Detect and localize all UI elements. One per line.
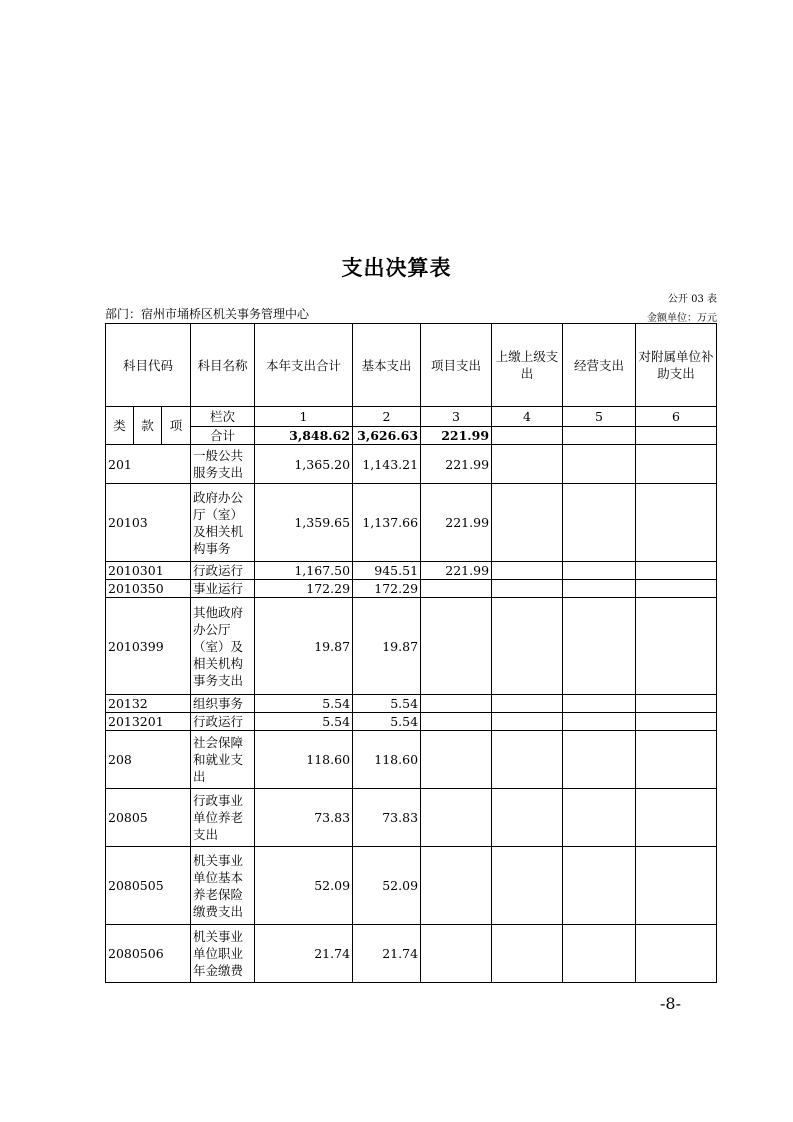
row-basic: 172.29 (353, 580, 421, 598)
table-row (106, 925, 717, 983)
summary-basic: 3,626.63 (353, 427, 421, 445)
column-number-row (106, 407, 717, 427)
row-basic: 945.51 (353, 562, 421, 580)
row-basic: 21.74 (353, 925, 421, 983)
row-total: 172.29 (255, 580, 353, 598)
row-code: 2013201 (106, 713, 191, 731)
row-code: 20805 (106, 789, 191, 847)
col-number-5: 5 (563, 407, 636, 427)
row-total: 1,365.20 (255, 445, 353, 484)
summary-row (106, 427, 717, 445)
summary-project: 221.99 (421, 427, 492, 445)
row-code: 2080505 (106, 847, 191, 925)
row-name: 行政事业单位养老支出 (191, 789, 255, 847)
header-subsidy: 对附属单位补助支出 (636, 324, 717, 407)
row-project: 221.99 (421, 484, 492, 562)
row-name: 政府办公厅（室）及相关机构事务 (191, 484, 255, 562)
page-number: -8- (660, 994, 681, 1013)
row-total: 118.60 (255, 731, 353, 789)
row-basic: 118.60 (353, 731, 421, 789)
row-code: 201 (106, 445, 191, 484)
summary-total: 3,848.62 (255, 427, 353, 445)
row-code: 2010399 (106, 598, 191, 695)
row-name: 事业运行 (191, 580, 255, 598)
row-code: 20132 (106, 695, 191, 713)
row-total: 52.09 (255, 847, 353, 925)
row-basic: 1,143.21 (353, 445, 421, 484)
header-basic: 基本支出 (353, 324, 421, 407)
row-code: 2010301 (106, 562, 191, 580)
table-row (106, 731, 717, 789)
row-project (421, 731, 492, 789)
col-number-2: 2 (353, 407, 421, 427)
table-row (106, 580, 717, 598)
table-row (106, 484, 717, 562)
row-total: 1,167.50 (255, 562, 353, 580)
row-project (421, 580, 492, 598)
table-row (106, 713, 717, 731)
header-lanci: 栏次 (191, 407, 255, 427)
header-xiang: 项 (162, 407, 191, 445)
row-basic: 19.87 (353, 598, 421, 695)
row-basic: 5.54 (353, 695, 421, 713)
row-project: 221.99 (421, 562, 492, 580)
col-number-6: 6 (636, 407, 717, 427)
department-label: 部门：宿州市埇桥区机关事务管理中心 (105, 307, 310, 321)
row-project: 221.99 (421, 445, 492, 484)
summary-label: 合计 (191, 427, 255, 445)
row-name: 行政运行 (191, 562, 255, 580)
row-project (421, 598, 492, 695)
unit-label: 金额单位：万元 (647, 313, 717, 324)
table-row (106, 562, 717, 580)
header-upper: 上缴上级支出 (492, 324, 563, 407)
col-number-1: 1 (255, 407, 353, 427)
row-code: 20103 (106, 484, 191, 562)
row-project (421, 789, 492, 847)
row-basic: 1,137.66 (353, 484, 421, 562)
row-name: 组织事务 (191, 695, 255, 713)
row-total: 5.54 (255, 713, 353, 731)
row-name: 行政运行 (191, 713, 255, 731)
row-project (421, 925, 492, 983)
header-code: 科目代码 (106, 324, 191, 407)
header-kuan: 款 (134, 407, 162, 445)
row-basic: 5.54 (353, 713, 421, 731)
col-number-4: 4 (492, 407, 563, 427)
expenditure-table (105, 323, 717, 983)
row-name: 机关事业单位基本养老保险缴费支出 (191, 847, 255, 925)
row-total: 21.74 (255, 925, 353, 983)
summary-business (563, 427, 636, 445)
table-row (106, 695, 717, 713)
page-title: 支出决算表 (341, 256, 452, 280)
header-row (106, 324, 717, 407)
row-total: 19.87 (255, 598, 353, 695)
header-business: 经营支出 (563, 324, 636, 407)
header-total: 本年支出合计 (255, 324, 353, 407)
row-code: 2080506 (106, 925, 191, 983)
header-lei: 类 (106, 407, 134, 445)
row-project (421, 847, 492, 925)
row-name: 机关事业单位职业年金缴费 (191, 925, 255, 983)
row-total: 73.83 (255, 789, 353, 847)
summary-upper (492, 427, 563, 445)
summary-subsidy (636, 427, 717, 445)
table-row (106, 789, 717, 847)
row-total: 5.54 (255, 695, 353, 713)
row-basic: 52.09 (353, 847, 421, 925)
table-row (106, 445, 717, 484)
row-code: 208 (106, 731, 191, 789)
header-project: 项目支出 (421, 324, 492, 407)
row-name: 社会保障和就业支出 (191, 731, 255, 789)
form-number: 公开 03 表 (667, 294, 717, 305)
row-basic: 73.83 (353, 789, 421, 847)
col-number-3: 3 (421, 407, 492, 427)
row-name: 一般公共服务支出 (191, 445, 255, 484)
row-total: 1,359.65 (255, 484, 353, 562)
table-row (106, 847, 717, 925)
row-code: 2010350 (106, 580, 191, 598)
row-project (421, 695, 492, 713)
row-name: 其他政府办公厅（室）及相关机构事务支出 (191, 598, 255, 695)
row-project (421, 713, 492, 731)
table-row (106, 598, 717, 695)
header-name: 科目名称 (191, 324, 255, 407)
